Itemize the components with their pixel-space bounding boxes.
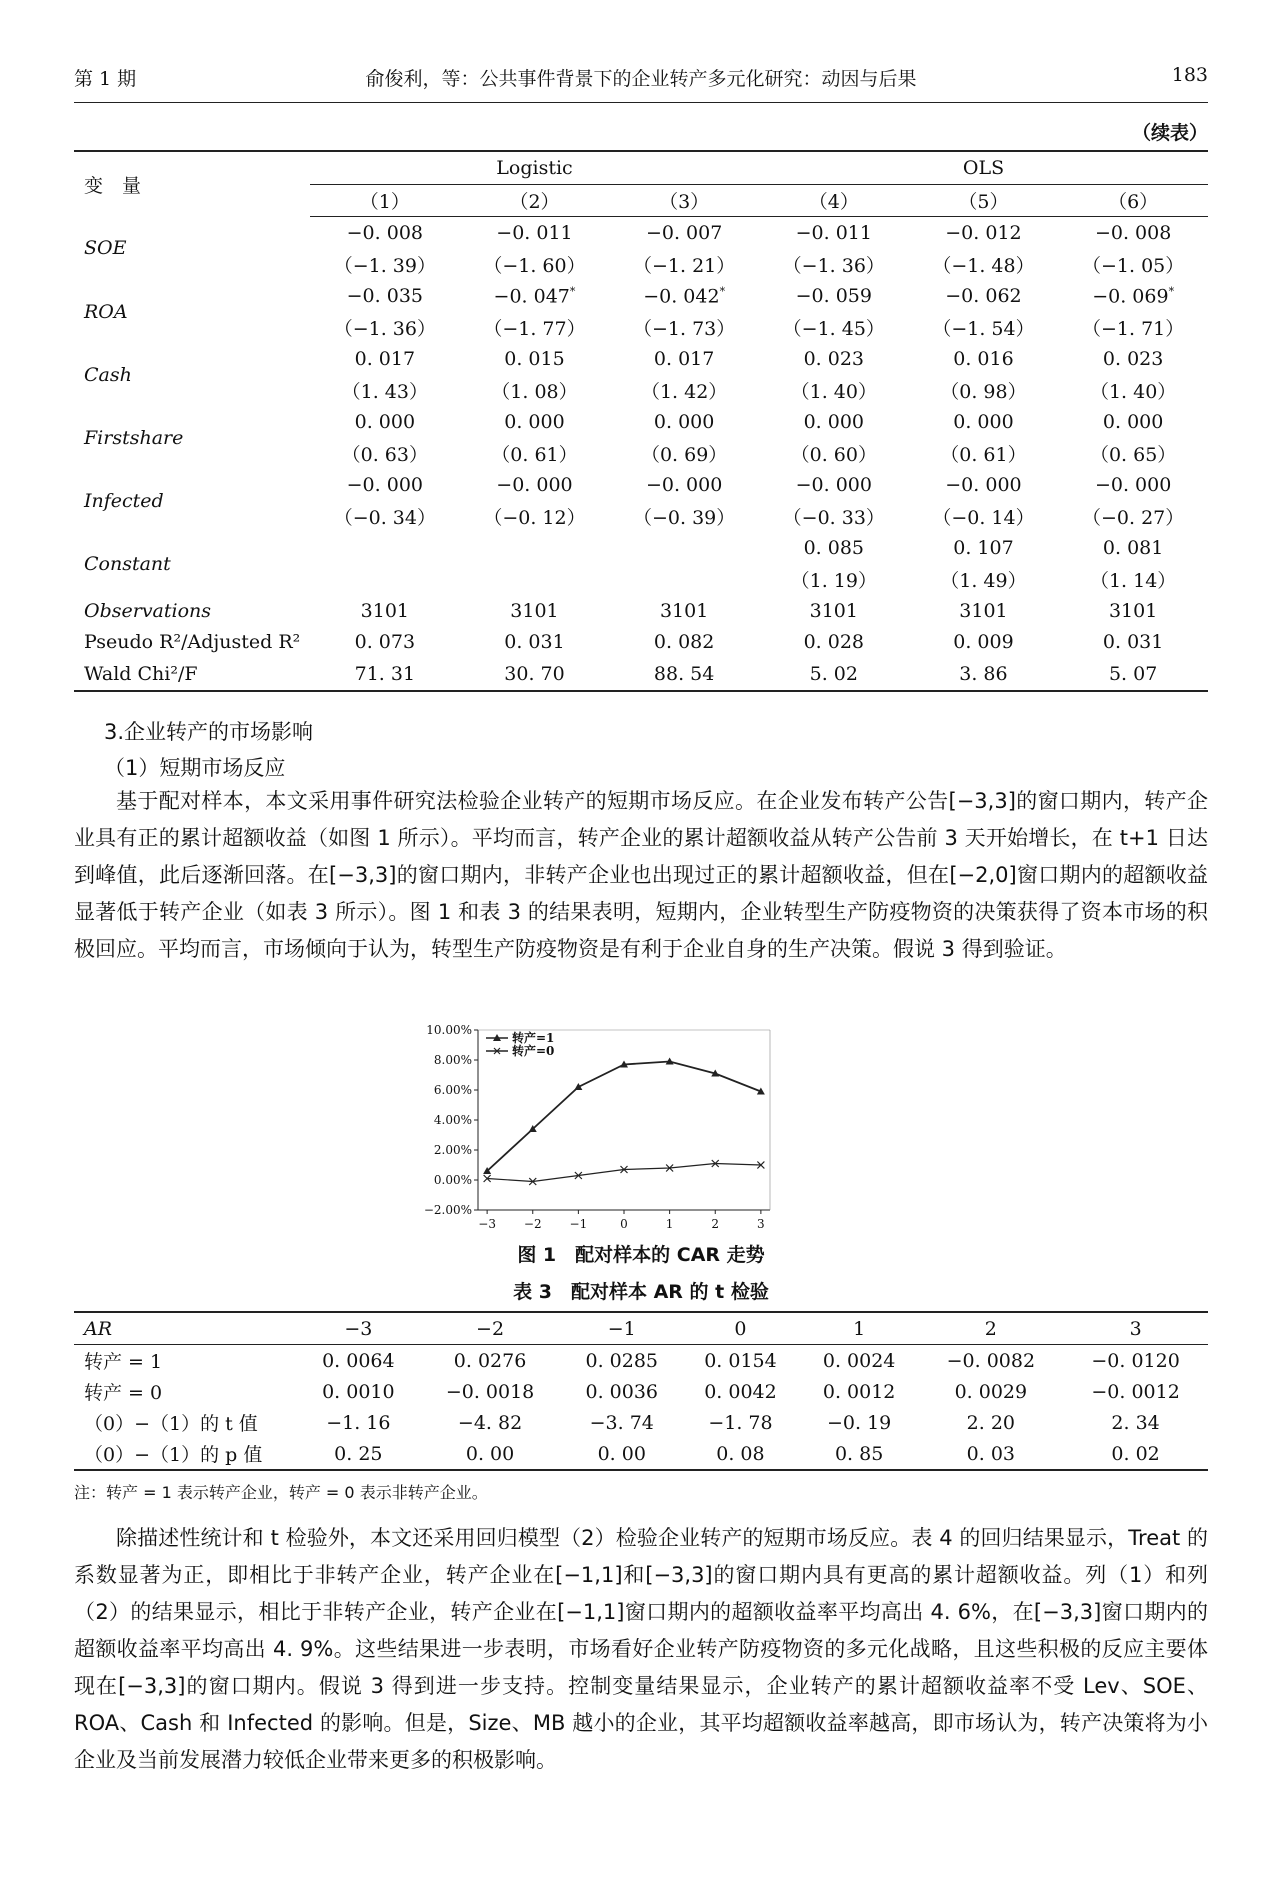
- coefficient-cell: 0. 017: [354, 347, 416, 370]
- col-number: （6）: [1058, 184, 1208, 217]
- stat-value: 0. 031: [504, 631, 565, 654]
- variable-name: Constant: [84, 552, 171, 575]
- coefficient-cell: −0. 000: [1094, 473, 1172, 496]
- series-line: [487, 1164, 761, 1182]
- coefficient-cell: −0. 000: [346, 473, 423, 496]
- table-row: [74, 469, 1208, 501]
- t-stat-cell: （−1. 36）: [333, 317, 436, 340]
- x-tick-label: 2: [711, 1217, 720, 1231]
- t-stat-cell: （−1. 05）: [1082, 254, 1185, 277]
- stat-value: 3101: [360, 599, 409, 622]
- col-number: （5）: [909, 184, 1059, 217]
- coefficient-value: −0. 042: [643, 284, 720, 307]
- significance-star: *: [569, 284, 576, 298]
- coefficient-cell: −0. 035: [346, 284, 423, 307]
- stat-value: 30. 70: [504, 662, 565, 685]
- table-cell: −0. 19: [827, 1411, 892, 1434]
- column-header: −1: [562, 1312, 681, 1345]
- t-stat-cell: （−1. 36）: [782, 254, 885, 277]
- x-tick-label: −2: [523, 1217, 542, 1231]
- t-stat-cell: （−0. 39）: [633, 506, 736, 529]
- paragraph-1-text: 基于配对样本，本文采用事件研究法检验企业转产的短期市场反应。在企业发布转产公告[−3,3]的窗口期内，转产企业具有正的累计超额收益（如图 1 所示）。平均而言，转产企业的累计超额收益从转产公告前 3 天开始增长，在 t+1 日达到峰值，此后逐渐回落。在[−3,3]的窗口期内，非转产企业也出现过正的累计超额收益，但在[−2,0]窗口期内的超额收益显著低于转产企业（如表 3 所示）。图 1 和表 3 的结果表明，短期内，企业转型生产防疫物资的决策获得了资本市场的积极回应。平均而言，市场倾向于认为，转型生产防疫物资是有利于企业自身的生产决策。假说 3 得到验证。: [74, 789, 1208, 961]
- table-cell: 0. 0042: [704, 1380, 777, 1403]
- coefficient-value: −0. 069: [1092, 284, 1169, 307]
- paragraph-1: [74, 783, 1208, 968]
- page-number: 183: [1171, 64, 1208, 86]
- coefficient-cell: 0. 107: [953, 536, 1014, 559]
- t-stat-cell: （1. 08）: [491, 380, 578, 403]
- coefficient-cell: −0. 059: [795, 284, 872, 307]
- coefficient-cell: −0. 000: [795, 473, 872, 496]
- paragraph-2: [74, 1520, 1208, 1779]
- t-stat-cell: （0. 61）: [491, 443, 578, 466]
- running-header: [74, 62, 1208, 103]
- row-label: 转产 = 0: [84, 1382, 163, 1404]
- table-cell: −0. 0018: [445, 1380, 535, 1403]
- col-number: （2）: [460, 184, 610, 217]
- t-stat-cell: （−1. 54）: [932, 317, 1035, 340]
- stat-value: 5. 07: [1108, 662, 1158, 685]
- coefficient-cell: −0. 011: [496, 221, 573, 244]
- t-stat-cell: [310, 564, 460, 596]
- row-label: （0）−（1）的 t 值: [84, 1413, 258, 1435]
- t-stat-cell: （1. 40）: [790, 380, 877, 403]
- y-tick-label: −2.00%: [423, 1203, 472, 1217]
- coefficient-cell: −0. 062: [945, 284, 1022, 307]
- coefficient-cell: 0. 023: [803, 347, 865, 370]
- significance-star: *: [1168, 284, 1175, 298]
- table-cell: 0. 0012: [822, 1380, 896, 1403]
- table-row: [74, 1438, 1208, 1470]
- table-header-row: [74, 1312, 1208, 1345]
- coefficient-cell: −0. 000: [945, 473, 1022, 496]
- coefficient-cell: 0. 000: [803, 410, 865, 433]
- column-header: −3: [299, 1312, 418, 1345]
- stat-value: 3101: [510, 599, 559, 622]
- stat-value: 3. 86: [959, 662, 1008, 685]
- t-stat-cell: （−1. 21）: [633, 254, 736, 277]
- coefficient-cell: −0. 008: [1094, 221, 1172, 244]
- legend-label: 转产=1: [512, 1031, 555, 1045]
- table-continued-label: （续表）: [1131, 122, 1208, 144]
- var-header: 变 量: [84, 174, 142, 197]
- table-cell: −0. 0012: [1091, 1380, 1180, 1403]
- table-cell: 0. 0029: [954, 1380, 1028, 1403]
- issue-number: 第 1 期: [74, 68, 137, 90]
- x-tick-label: −1: [569, 1217, 588, 1231]
- coefficient-value: −0. 047: [493, 284, 570, 307]
- variable-name: ROA: [84, 300, 128, 323]
- table-row: [74, 280, 1208, 312]
- t-stat-cell: （1. 14）: [1089, 569, 1177, 592]
- t-stat-cell: （−0. 12）: [483, 506, 586, 529]
- table-cell: 0. 0276: [453, 1349, 527, 1372]
- coefficient-cell: −0. 008: [346, 221, 423, 244]
- col-number: （1）: [310, 184, 460, 217]
- table-cell: 0. 0024: [822, 1349, 896, 1372]
- variable-name: SOE: [84, 237, 127, 260]
- table-row: [74, 217, 1208, 249]
- column-header: 1: [800, 1312, 919, 1345]
- group-header-ols: OLS: [759, 151, 1208, 184]
- coefficient-cell: 0. 000: [354, 410, 416, 433]
- stat-label: Pseudo R²/Adjusted R²: [84, 631, 301, 654]
- t-stat-cell: （0. 63）: [341, 443, 428, 466]
- t-stat-cell: （0. 98）: [940, 380, 1027, 403]
- t-stat-cell: （−1. 71）: [1082, 317, 1185, 340]
- x-tick-label: 3: [757, 1217, 765, 1231]
- x-tick-label: 0: [620, 1217, 628, 1231]
- table-cell: −0. 0120: [1091, 1349, 1180, 1372]
- t-stat-cell: （0. 60）: [790, 443, 877, 466]
- stat-value: 5. 02: [809, 662, 858, 685]
- t-stat-cell: （−0. 27）: [1082, 506, 1185, 529]
- car-line-chart: [410, 1018, 880, 1243]
- figure-caption: 图 1 配对样本的 CAR 走势: [517, 1244, 765, 1266]
- coefficient-cell: [1058, 280, 1208, 312]
- coefficient-cell: 0. 085: [803, 536, 865, 559]
- group-header-logistic: Logistic: [310, 151, 759, 184]
- stat-value: 0. 028: [803, 631, 865, 654]
- table-cell: −1. 16: [326, 1411, 391, 1434]
- y-tick-label: 2.00%: [433, 1143, 472, 1157]
- t-stat-cell: （−0. 34）: [333, 506, 436, 529]
- variable-name: Infected: [84, 489, 164, 512]
- row-label: （0）−（1）的 p 值: [84, 1444, 263, 1466]
- y-tick-label: 4.00%: [433, 1113, 472, 1127]
- coefficient-cell: 0. 016: [953, 347, 1014, 370]
- stat-value: 3101: [1108, 599, 1158, 622]
- table-cell: −3. 74: [589, 1411, 654, 1434]
- stat-value: 0. 082: [653, 631, 715, 654]
- variable-name: Cash: [84, 363, 132, 386]
- table-cell: 0. 85: [834, 1442, 884, 1465]
- coefficient-cell: [460, 280, 610, 312]
- y-tick-label: 0.00%: [433, 1173, 472, 1187]
- t-stat-cell: （−1. 39）: [333, 254, 436, 277]
- table-row: [74, 406, 1208, 438]
- coefficient-cell: [460, 532, 610, 564]
- t-stat-cell: [460, 564, 610, 596]
- table-cell: 0. 00: [465, 1442, 515, 1465]
- table-row: [74, 1407, 1208, 1438]
- t-stat-cell: （1. 49）: [940, 569, 1027, 592]
- t-stat-cell: （1. 43）: [341, 380, 428, 403]
- column-header: 3: [1063, 1312, 1208, 1345]
- stat-value: 3101: [809, 599, 858, 622]
- t-stat-cell: （−0. 33）: [782, 506, 885, 529]
- stat-value: 3101: [959, 599, 1008, 622]
- significance-star: *: [719, 284, 726, 298]
- table-cell: 0. 02: [1111, 1442, 1160, 1465]
- coefficient-cell: [310, 532, 460, 564]
- table-cell: −0. 0082: [946, 1349, 1036, 1372]
- stat-value: 71. 31: [354, 662, 416, 685]
- x-tick-label: −3: [478, 1217, 496, 1231]
- col-number: （4）: [759, 184, 909, 217]
- row-label: 转产 = 1: [84, 1351, 163, 1373]
- table-cell: 0. 08: [716, 1442, 765, 1465]
- table-row: [74, 595, 1208, 627]
- stat-value: 0. 073: [354, 631, 416, 654]
- table3-caption: 表 3 配对样本 AR 的 t 检验: [513, 1281, 769, 1303]
- table-row: [74, 627, 1208, 659]
- column-header: 0: [681, 1312, 800, 1345]
- coefficient-cell: [609, 532, 759, 564]
- table-cell: 2. 34: [1111, 1411, 1160, 1434]
- series-line: [487, 1062, 761, 1172]
- table-row: [74, 532, 1208, 564]
- running-title: 俞俊利，等：公共事件背景下的企业转产多元化研究：动因与后果: [365, 68, 917, 90]
- coefficient-cell: 0. 000: [504, 410, 565, 433]
- stat-value: 0. 031: [1102, 631, 1164, 654]
- stat-value: 0. 009: [953, 631, 1014, 654]
- column-header: 2: [918, 1312, 1063, 1345]
- t-stat-cell: [609, 564, 759, 596]
- table-row: [74, 343, 1208, 375]
- coefficient-cell: 0. 017: [653, 347, 715, 370]
- coefficient-cell: −0. 012: [945, 221, 1022, 244]
- x-tick-label: 1: [665, 1217, 674, 1231]
- ttest-table: [74, 1311, 1208, 1471]
- table-cell: 0. 0154: [704, 1349, 777, 1372]
- table-row: [74, 1376, 1208, 1407]
- y-tick-label: 8.00%: [433, 1053, 472, 1067]
- stat-label: Wald Chi²/F: [84, 662, 198, 685]
- coefficient-cell: [609, 280, 759, 312]
- t-stat-cell: （−1. 45）: [782, 317, 885, 340]
- section-heading: 3.企业转产的市场影响: [104, 720, 314, 744]
- t-stat-cell: （−1. 48）: [932, 254, 1035, 277]
- t-stat-cell: （1. 19）: [790, 569, 877, 592]
- table-cell: −1. 78: [708, 1411, 773, 1434]
- coefficient-cell: −0. 007: [645, 221, 723, 244]
- coefficient-cell: 0. 000: [653, 410, 715, 433]
- stat-value: 88. 54: [653, 662, 715, 685]
- coefficient-cell: 0. 000: [1102, 410, 1164, 433]
- coefficient-cell: 0. 000: [953, 410, 1014, 433]
- stat-value: 3101: [659, 599, 709, 622]
- y-tick-label: 6.00%: [433, 1083, 472, 1097]
- coefficient-cell: −0. 000: [645, 473, 723, 496]
- table-cell: 0. 0285: [585, 1349, 659, 1372]
- coefficient-cell: 0. 015: [504, 347, 565, 370]
- table-cell: 0. 03: [966, 1442, 1016, 1465]
- table-cell: 2. 20: [966, 1411, 1016, 1434]
- table-cell: 0. 0064: [322, 1349, 395, 1372]
- coefficient-cell: −0. 000: [496, 473, 573, 496]
- t-stat-cell: （1. 40）: [1089, 380, 1177, 403]
- variable-name: Firstshare: [84, 426, 184, 449]
- t-stat-cell: （−1. 60）: [483, 254, 586, 277]
- table-row: [74, 658, 1208, 691]
- coefficient-cell: 0. 023: [1102, 347, 1164, 370]
- subsection-heading: （1）短期市场反应: [104, 756, 286, 780]
- paragraph-2-text: 除描述性统计和 t 检验外，本文还采用回归模型（2）检验企业转产的短期市场反应。表 4 的回归结果显示，Treat 的系数显著为正，即相比于非转产企业，转产企业在[−1,1]和[−3,3]的窗口期内具有更高的累计超额收益。列（1）和列（2）的结果显示，相比于非转产企业，转产企业在[−1,1]窗口期内的超额收益率平均高出 4. 6%，在[−3,3]窗口期内的超额收益率平均高出 4. 9%。这些结果进一步表明，市场看好企业转产防疫物资的多元化战略，且这些积极的反应主要体现在[−3,3]的窗口期内。假说 3 得到进一步支持。控制变量结果显示，企业转产的累计超额收益率不受 Lev、SOE、ROA、Cash 和 Infected 的影响。但是，Size、MB 越小的企业，其平均超额收益率越高，即市场认为，转产决策将为小企业及当前发展潜力较低企业带来更多的积极影响。: [74, 1526, 1208, 1772]
- table-cell: −4. 82: [457, 1411, 523, 1434]
- column-header: −2: [418, 1312, 563, 1345]
- regression-table: [74, 150, 1208, 692]
- legend-label: 转产=0: [512, 1044, 555, 1058]
- t-stat-cell: （−1. 73）: [633, 317, 736, 340]
- y-tick-label: 10.00%: [426, 1023, 472, 1037]
- t-stat-cell: （−0. 14）: [932, 506, 1035, 529]
- t-stat-cell: （−1. 77）: [483, 317, 586, 340]
- t-stat-cell: （0. 65）: [1089, 443, 1177, 466]
- table-cell: 0. 0010: [322, 1380, 395, 1403]
- table-cell: 0. 00: [597, 1442, 646, 1465]
- coefficient-cell: 0. 081: [1102, 536, 1164, 559]
- coefficient-cell: −0. 011: [795, 221, 872, 244]
- table-note: 注：转产 = 1 表示转产企业，转产 = 0 表示非转产企业。: [74, 1483, 488, 1502]
- t-stat-cell: （0. 69）: [640, 443, 728, 466]
- t-stat-cell: （1. 42）: [640, 380, 728, 403]
- col-number: （3）: [609, 184, 759, 217]
- table-cell: 0. 0036: [585, 1380, 659, 1403]
- stat-label: Observations: [84, 599, 212, 622]
- table-cell: 0. 25: [334, 1442, 383, 1465]
- column-header: AR: [74, 1312, 299, 1345]
- table-row: [74, 1345, 1208, 1377]
- t-stat-cell: （0. 61）: [940, 443, 1027, 466]
